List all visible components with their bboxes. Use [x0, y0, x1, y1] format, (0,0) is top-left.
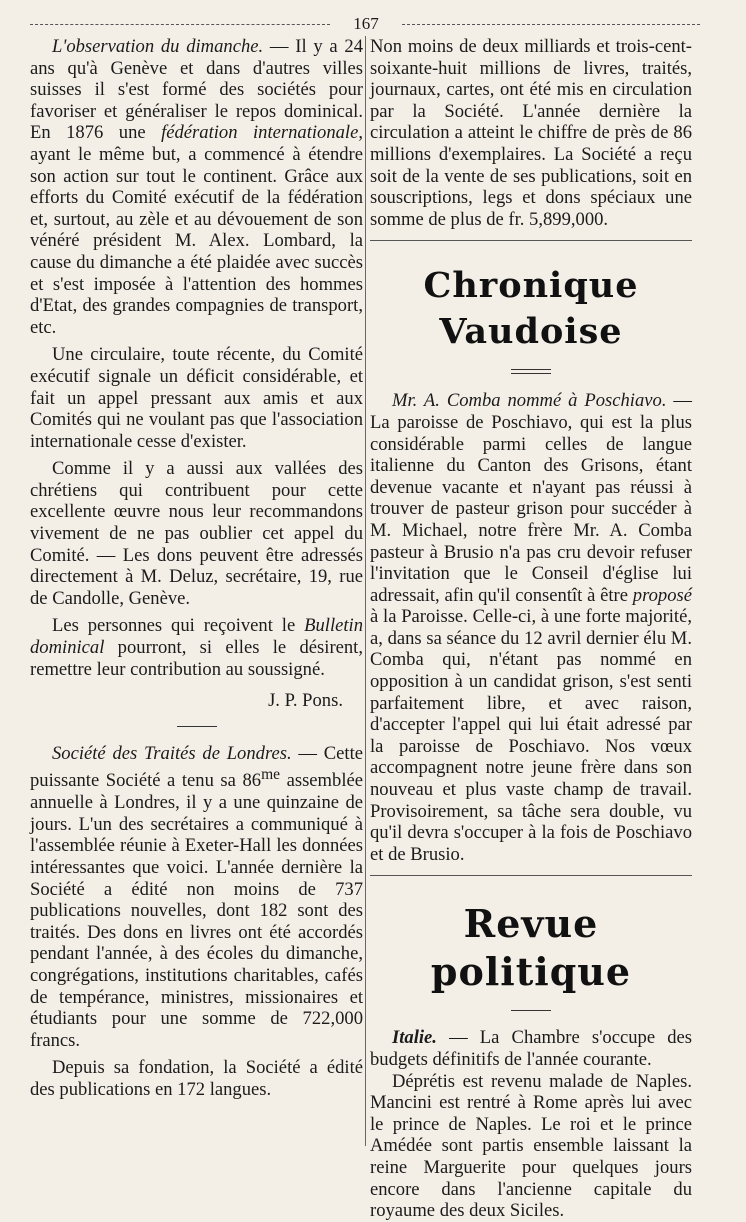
- article-title: Italie.: [392, 1027, 437, 1049]
- section-heading-chronique: Chronique Vaudoise: [423, 265, 639, 353]
- page-number: 167: [353, 14, 379, 33]
- signature: J. P. Pons.: [268, 690, 343, 712]
- paragraph: Comme il y a aussi aux vallées des chrétiens qui contribuent pour cette excellente œuvre nous leur recommandons vivement de ne pas oublier cet appel du Comité. — Les dons peuvent être adressés directement à M. Deluz, secrétaire, 19, rue de Candolle, Genève.: [30, 458, 363, 609]
- section-separator: [177, 726, 217, 727]
- column-divider: [365, 36, 366, 1146]
- article-societe-traites: Société des Traités de Londres. — Cette puissante Société a tenu sa $86^{me}$ assemblée annuelle à Londres, il y a une quinzaine de jours. L'un des secrétaires a communiqué à l'assemblée réunie à Exeter-Hall les données intéressantes que voici. L'année dernière la Société a édité non moins de 737 publications nouvelles, dont 182 sont des traités. Des dons en livres ont été accordés pendant l'année, à des écoles du dimanche, congrégations, institutions charitables, cafés de tempérance, ministres, missionaires et étudiants pour une somme de 722,000 francs.: [30, 742, 363, 1051]
- paragraph: Non moins de deux milliards et trois-cent-soixante-huit millions de livres, traités, journaux, cartes, ont été mis en circulation par la Société. L'année dernière la circulation a atteint le chiffre de près de 86 millions d'exemplaires. La Société a reçu soit de la vente de ses publications, soit en souscriptions, legs et dons spéciaux une somme de plus de fr. 5,899,000.: [370, 36, 692, 230]
- left-column: [30, 36, 363, 1101]
- paragraph: Déprétis est revenu malade de Naples. Mancini est rentré à Rome après lui avec le prince de Naples. Le roi et le prince Amédée sont partis ensemble laissant la reine Marguerite pour quelques jours encore dans l'ancienne capitale du royaume des deux Siciles.: [370, 1070, 692, 1222]
- right-column: [370, 36, 692, 1222]
- article-italie: Italie. — La Chambre s'occupe des budgets définitifs de l'année courante.: [370, 1027, 692, 1070]
- article-title: Société des Traités de Londres.: [52, 742, 292, 764]
- page-header: [30, 14, 700, 34]
- paragraph: Depuis sa fondation, la Société a édité des publications en 172 langues.: [30, 1057, 363, 1100]
- heading-separator: [511, 1010, 551, 1011]
- section-rule: [370, 875, 692, 876]
- header-rule-right: [402, 24, 700, 25]
- heading-separator: [511, 369, 551, 374]
- article-comba: Mr. A. Comba nommé à Poschiavo. — La paroisse de Poschiavo, qui est la plus considérable parmi celles de langue italienne du Canton des Grisons, étant devenue vacante et n'ayant pas réussi à trouver de pasteur grison pour succéder à M. Michael, notre frère Mr. A. Comba pasteur à Brusio n'a pas cru devoir refuser l'invitation que le Conseil d'église lui adressait, afin qu'il consentît à être proposé à la Paroisse. Celle-ci, à une forte majorité, a, dans sa séance du 12 avril dernier élu M. Comba qui, n'étant pas nommé en opposition à un candidat grison, s'est senti parfaitement libre, et avec raison, d'accepter l'appel qui lui était adressé par la paroisse de Poschiavo. Nos vœux accompagnent notre jeune frère dans son nouveau et plus vaste champ de travail. Provisoirement, sa tâche sera double, vu qu'il devra s'occuper à la fois de Poschiavo et de Brusio.: [370, 390, 692, 865]
- article-title: Mr. A. Comba nommé à Poschiavo.: [392, 390, 667, 412]
- section-heading-revue: Revue politique: [430, 901, 632, 995]
- paragraph: Les personnes qui reçoivent le Bulletin dominical pourront, si elles le désirent, remettre leur contribution au soussigné.: [30, 615, 363, 680]
- section-rule: [370, 240, 692, 241]
- article-observation-dimanche: L'observation du dimanche. — Il y a 24 ans qu'à Genève et dans d'autres villes suisses il s'est formé des sociétés pour favoriser et généraliser le repos dominical. En 1876 une fédération internationale, ayant le même but, a commencé à étendre son action sur tout le continent. Grâce aux efforts du Comité exécutif de la fédération et, surtout, au zèle et au dévouement de son vénéré président M. Alex. Lombard, la cause du dimanche a été plaidée avec succès et s'est imposée à l'attention des hommes d'Etat, des grandes compagnies de transport, etc.: [30, 36, 364, 338]
- header-rule-left: [30, 24, 330, 25]
- paragraph: Une circulaire, toute récente, du Comité exécutif signale un déficit considérable, et fait un appel pressant aux amis et aux Comités qui ne voulant pas que l'association internationale cesse d'exister.: [30, 344, 363, 452]
- article-title: L'observation du dimanche.: [52, 36, 264, 57]
